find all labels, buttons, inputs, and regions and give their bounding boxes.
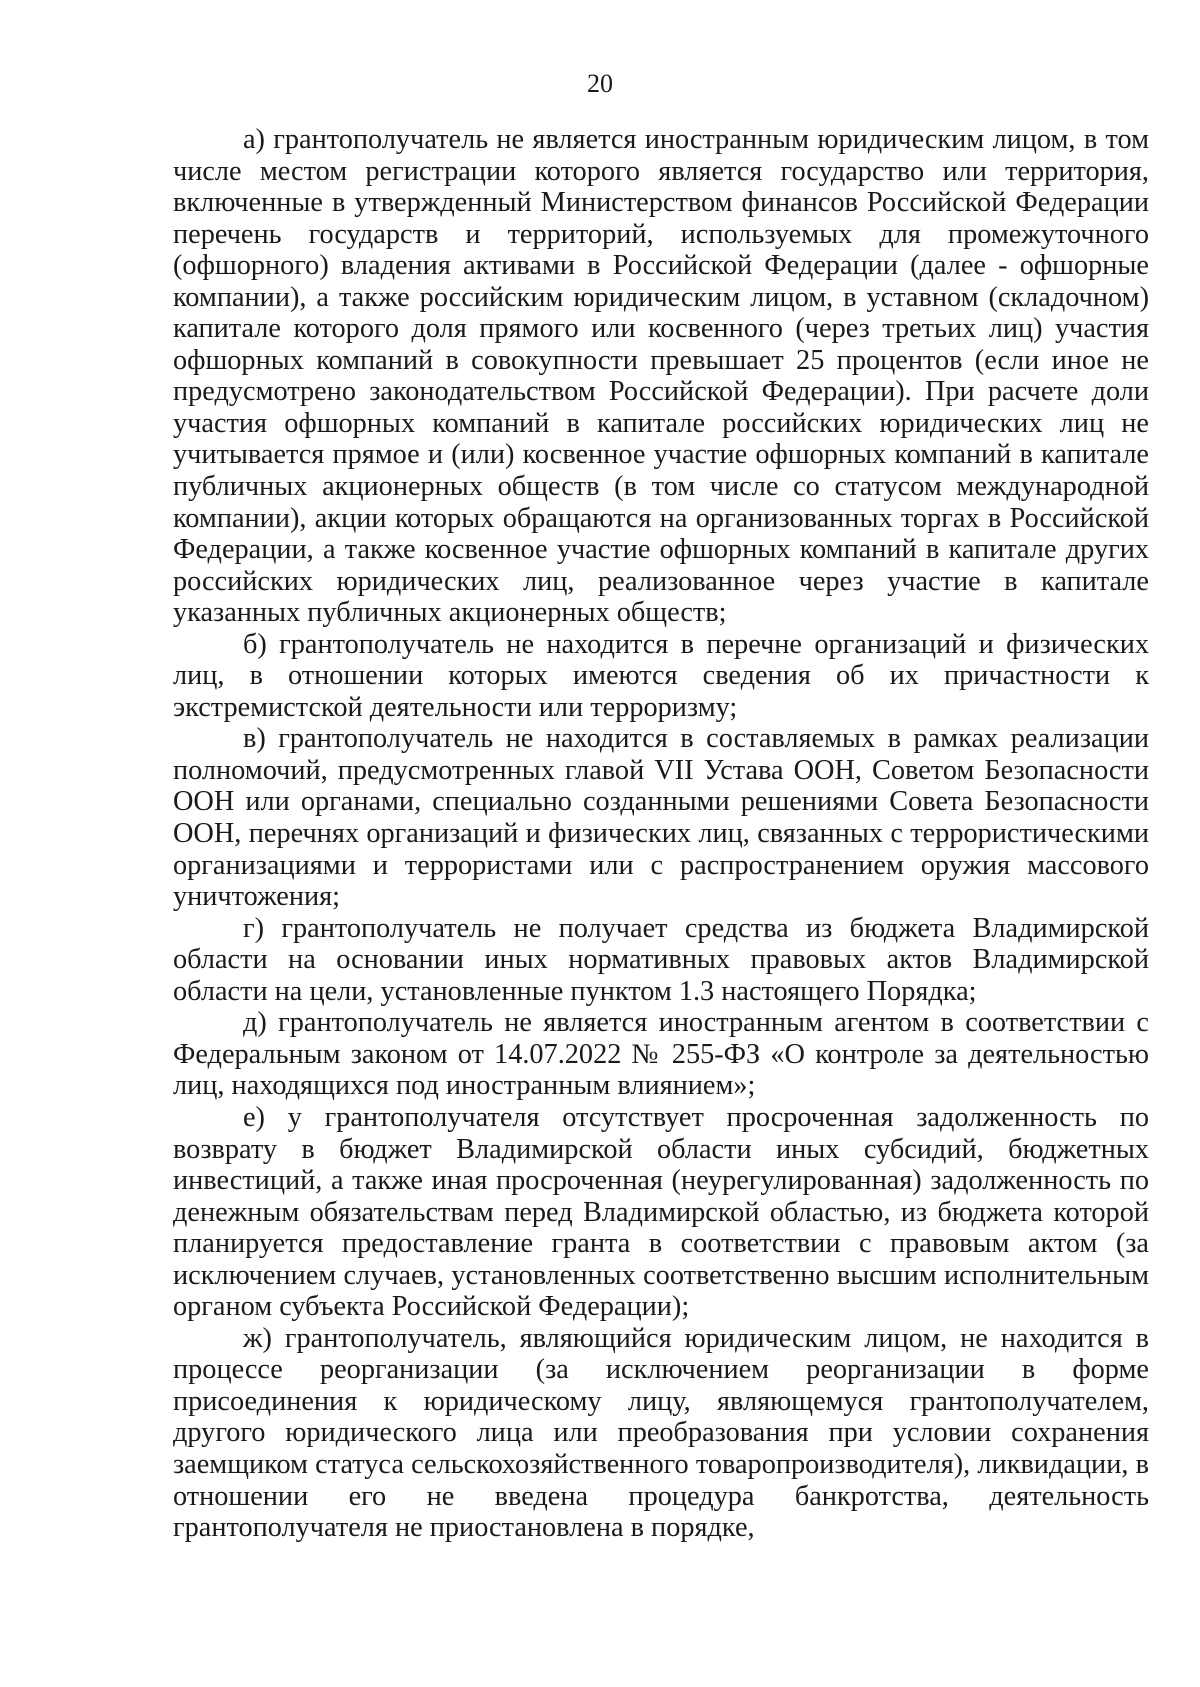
paragraph-zh: ж) грантополучатель, являющийся юридическим лицом, не находится в процессе реорганизации (за исключением реорганизации в форме присоединения к юридическому лицу, являющемуся грантополучателем, другого юридического лица или преобразования при условии сохранения заемщиком статуса сельскохозяйственного товаропроизводителя), ликвидации, в отношении его не введена процедура банкротства, деятельность грантополучателя не приостановлена в порядке, bbox=[173, 1322, 1149, 1544]
paragraph-g: г) грантополучатель не получает средства из бюджета Владимирской области на основании иных нормативных правовых актов Владимирской области на цели, установленные пунктом 1.3 настоящего Порядка; bbox=[173, 912, 1149, 1007]
paragraph-a: а) грантополучатель не является иностранным юридическим лицом, в том числе местом регистрации которого является государство или территория, включенные в утвержденный Министерством финансов Российской Федерации перечень государств и территорий, используемых для промежуточного (офшорного) владения активами в Российской Федерации (далее - офшорные компании), а также российским юридическим лицом, в уставном (складочном) капитале которого доля прямого или косвенного (через третьих лиц) участия офшорных компаний в совокупности превышает 25 процентов (если иное не предусмотрено законодательством Российской Федерации). При расчете доли участия офшорных компаний в капитале российских юридических лиц не учитывается прямое и (или) косвенное участие офшорных компаний в капитале публичных акционерных обществ (в том числе со статусом международной компании), акции которых обращаются на организованных торгах в Российской Федерации, а также косвенное участие офшорных компаний в капитале других российских юридических лиц, реализованное через участие в капитале указанных публичных акционерных обществ; bbox=[173, 124, 1149, 629]
paragraph-d: д) грантополучатель не является иностранным агентом в соответствии с Федеральным законом от 14.07.2022 № 255-ФЗ «О контроле за деятельностью лиц, находящихся под иностранным влиянием»; bbox=[173, 1007, 1149, 1102]
paragraph-e: е) у грантополучателя отсутствует просроченная задолженность по возврату в бюджет Владимирской области иных субсидий, бюджетных инвестиций, а также иная просроченная (неурегулированная) задолженность по денежным обязательствам перед Владимирской областью, из бюджета которой планируется предоставление гранта в соответствии с правовым актом (за исключением случаев, установленных соответственно высшим исполнительным органом субъекта Российской Федерации); bbox=[173, 1101, 1149, 1323]
paragraph-v: в) грантополучатель не находится в составляемых в рамках реализации полномочий, предусмотренных главой VII Устава ООН, Советом Безопасности ООН или органами, специально созданными решениями Совета Безопасности ООН, перечнях организаций и физических лиц, связанных с террористическими организациями и террористами или с распространением оружия массового уничтожения; bbox=[173, 723, 1149, 913]
paragraph-b: б) грантополучатель не находится в перечне организаций и физических лиц, в отношении которых имеются сведения об их причастности к экстремистской деятельности или терроризму; bbox=[173, 628, 1149, 723]
page-number: 20 bbox=[587, 69, 613, 98]
document-body bbox=[173, 124, 1149, 1544]
